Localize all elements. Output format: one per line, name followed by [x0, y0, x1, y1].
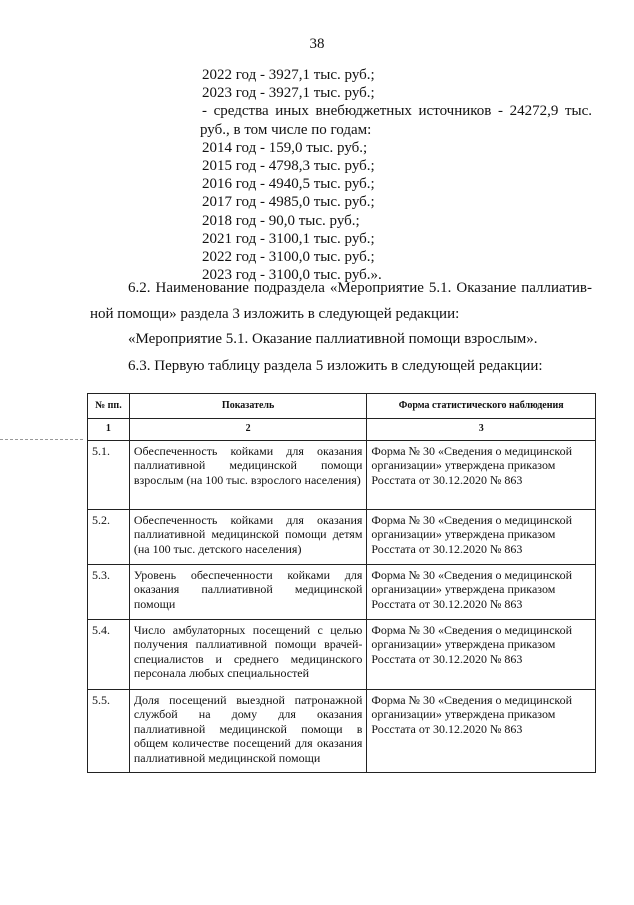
- paragraph-6-2-line2: ной помощи» раздела 3 изложить в следующей редакции:: [90, 306, 460, 322]
- row-indicator: Уровень обеспеченности койками для оказания паллиативной медицинской помощи: [129, 564, 367, 619]
- column-numbers-row: [88, 419, 596, 441]
- funding-line: 2015 год - 4798,3 тыс. руб.;: [202, 158, 375, 175]
- paragraph-6-2-line1: 6.2. Наименование подраздела «Мероприятие 5.1. Оказание паллиатив-: [128, 280, 592, 296]
- table-row: [88, 689, 596, 772]
- header-number: № пп.: [88, 394, 130, 419]
- funding-line: - средства иных внебюджетных источников - 24272,9 тыс.: [202, 103, 592, 120]
- paragraph-6-3: 6.3. Первую таблицу раздела 5 изложить в следующей редакции:: [128, 358, 543, 374]
- funding-line: 2023 год - 3100,0 тыс. руб.».: [202, 267, 382, 284]
- table-row: [88, 564, 596, 619]
- row-number: 5.5.: [88, 689, 130, 772]
- row-number: 5.1.: [88, 440, 130, 509]
- table-header-row: [88, 394, 596, 419]
- header-indicator: Показатель: [129, 394, 367, 419]
- row-form: Форма № 30 «Сведения о медицинской организации» утверждена приказом Росстата от 30.12.2020 № 863: [367, 619, 596, 689]
- funding-line: 2021 год - 3100,1 тыс. руб.;: [202, 230, 375, 247]
- paragraph-6-2-quote: «Мероприятие 5.1. Оказание паллиативной помощи взрослым».: [128, 331, 538, 347]
- row-indicator: Обеспеченность койками для оказания паллиативной медицинской помощи детям (на 100 тыс. детского населения): [129, 509, 367, 564]
- header-form: Форма статистического наблюдения: [367, 394, 596, 419]
- row-number: 5.4.: [88, 619, 130, 689]
- page-number: 38: [309, 36, 325, 52]
- table-row: [88, 619, 596, 689]
- funding-list: [202, 66, 592, 284]
- indicators-table: [87, 393, 596, 773]
- column-number: 1: [88, 419, 130, 441]
- row-indicator: Число амбулаторных посещений с целью получения паллиативной помощи врачей-специалистов и среднего медицинского персонала любых специальностей: [129, 619, 367, 689]
- funding-line: 2014 год - 159,0 тыс. руб.;: [202, 139, 368, 156]
- funding-line: 2022 год - 3100,0 тыс. руб.;: [202, 249, 375, 266]
- row-form: Форма № 30 «Сведения о медицинской организации» утверждена приказом Росстата от 30.12.2020 № 863: [367, 509, 596, 564]
- column-number: 3: [367, 419, 596, 441]
- funding-line: 2017 год - 4985,0 тыс. руб.;: [202, 194, 375, 211]
- funding-line: 2018 год - 90,0 тыс. руб.;: [202, 212, 360, 229]
- table-row: [88, 509, 596, 564]
- column-number: 2: [129, 419, 367, 441]
- row-form: Форма № 30 «Сведения о медицинской организации» утверждена приказом Росстата от 30.12.2020 № 863: [367, 564, 596, 619]
- funding-line: 2022 год - 3927,1 тыс. руб.;: [202, 67, 375, 83]
- row-form: Форма № 30 «Сведения о медицинской организации» утверждена приказом Росстата от 30.12.2020 № 863: [367, 440, 596, 509]
- row-indicator: Доля посещений выездной патронажной службой на дому для оказания паллиативной медицинской помощи в общем количестве посещений для оказания паллиативной медицинской помощи: [129, 689, 367, 772]
- row-number: 5.3.: [88, 564, 130, 619]
- funding-line: 2023 год - 3927,1 тыс. руб.;: [202, 85, 375, 102]
- funding-line: 2016 год - 4940,5 тыс. руб.;: [202, 176, 375, 193]
- funding-line: руб., в том числе по годам:: [200, 121, 372, 138]
- row-form: Форма № 30 «Сведения о медицинской организации» утверждена приказом Росстата от 30.12.2020 № 863: [367, 689, 596, 772]
- scan-artifact-line: [0, 439, 83, 440]
- row-indicator: Обеспеченность койками для оказания паллиативной медицинской помощи взрослым (на 100 тыс. взрослого населения): [129, 440, 367, 509]
- row-number: 5.2.: [88, 509, 130, 564]
- table-row: [88, 440, 596, 509]
